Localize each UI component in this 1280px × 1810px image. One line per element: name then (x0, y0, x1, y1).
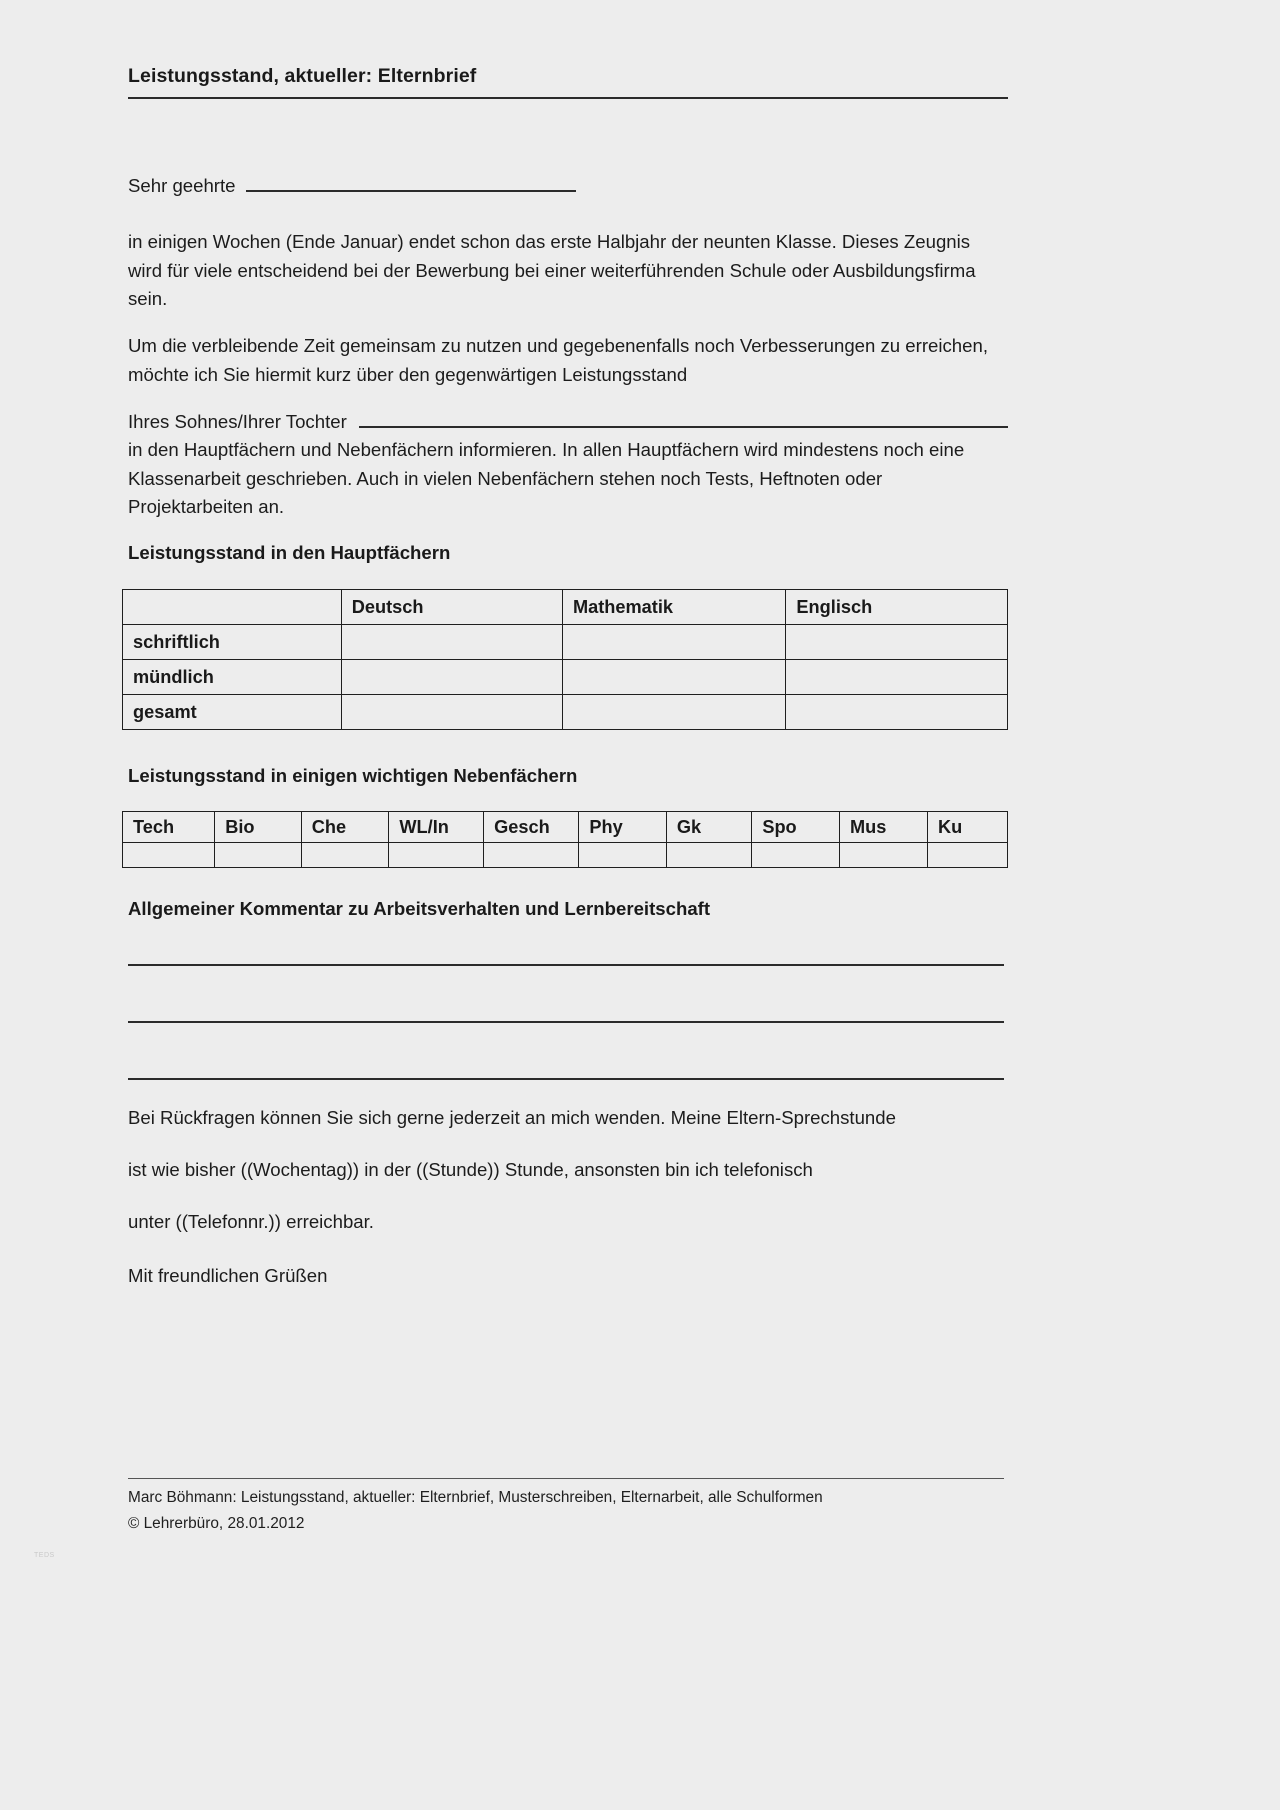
document-header (128, 66, 1008, 99)
cell-schriftlich-deutsch[interactable] (341, 625, 562, 660)
row-label-gesamt: gesamt (123, 695, 342, 730)
corner-watermark: TEDS (34, 1552, 55, 1559)
child-name-label: Ihres Sohnes/Ihrer Tochter (128, 411, 347, 432)
minor-subjects-table (122, 811, 1008, 868)
header-cell-bio: Bio (215, 812, 302, 843)
header-cell-gesch: Gesch (484, 812, 579, 843)
cell-mus[interactable] (839, 843, 927, 868)
table-row (123, 660, 1008, 695)
table-header-row (123, 590, 1008, 625)
header-cell-tech: Tech (123, 812, 215, 843)
cell-spo[interactable] (752, 843, 840, 868)
comment-blank-line-3[interactable] (128, 1078, 1004, 1080)
header-cell-mathematik: Mathematik (562, 590, 785, 625)
child-name-row (128, 408, 1008, 436)
header-cell-gk: Gk (666, 812, 751, 843)
header-cell-blank (123, 590, 342, 625)
cell-schriftlich-mathematik[interactable] (562, 625, 785, 660)
header-cell-englisch: Englisch (786, 590, 1008, 625)
cell-bio[interactable] (215, 843, 302, 868)
cell-gesamt-mathematik[interactable] (562, 695, 785, 730)
minor-subjects-heading: Leistungsstand in einigen wichtigen Nebenfächern (128, 765, 578, 786)
cell-wl-in[interactable] (389, 843, 484, 868)
footer-copyright: © Lehrerbüro, 28.01.2012 (128, 1515, 305, 1532)
header-cell-mus: Mus (839, 812, 927, 843)
purpose-paragraph: Um die verbleibende Zeit gemeinsam zu nutzen und gegebenenfalls noch Verbesserungen zu erreichen, möchte ich Sie hiermit kurz über den gegenwärtigen Leistungsstand (128, 335, 988, 385)
cell-che[interactable] (301, 843, 389, 868)
cell-muendlich-englisch[interactable] (786, 660, 1008, 695)
comment-section-heading: Allgemeiner Kommentar zu Arbeitsverhalten und Lernbereitschaft (128, 898, 711, 919)
header-cell-phy: Phy (579, 812, 666, 843)
cell-tech[interactable] (123, 843, 215, 868)
cell-muendlich-deutsch[interactable] (341, 660, 562, 695)
table-row (123, 695, 1008, 730)
header-cell-spo: Spo (752, 812, 840, 843)
cell-gesch[interactable] (484, 843, 579, 868)
header-cell-che: Che (301, 812, 389, 843)
main-subjects-table (122, 589, 1008, 730)
salutation-row (128, 172, 576, 200)
closing-line-1: Bei Rückfragen können Sie sich gerne jederzeit an mich wenden. Meine Eltern-Sprechstunde (128, 1107, 896, 1128)
header-cell-wl-in: WL/In (389, 812, 484, 843)
salutation-blank-field[interactable] (246, 176, 576, 192)
table-row (123, 843, 1008, 868)
comment-blank-line-2[interactable] (128, 1021, 1004, 1023)
cell-gk[interactable] (666, 843, 751, 868)
main-subjects-heading: Leistungsstand in den Hauptfächern (128, 542, 451, 563)
child-name-blank-field[interactable] (359, 413, 1008, 428)
document-title: Leistungsstand, aktueller: Elternbrief (128, 65, 477, 87)
closing-greeting: Mit freundlichen Grüßen (128, 1265, 328, 1286)
header-cell-deutsch: Deutsch (341, 590, 562, 625)
subjects-info-paragraph: in den Hauptfächern und Nebenfächern informieren. In allen Hauptfächern wird mindestens noch eine Klassenarbeit geschrieben. Auch in vielen Nebenfächern stehen noch Tests, Heftnoten oder Projektarbeiten an. (128, 439, 965, 518)
cell-muendlich-mathematik[interactable] (562, 660, 785, 695)
closing-line-3: unter ((Telefonnr.)) erreichbar. (128, 1211, 374, 1232)
salutation-label: Sehr geehrte (128, 175, 236, 196)
cell-gesamt-deutsch[interactable] (341, 695, 562, 730)
row-label-muendlich: mündlich (123, 660, 342, 695)
comment-blank-line-1[interactable] (128, 964, 1004, 966)
cell-schriftlich-englisch[interactable] (786, 625, 1008, 660)
cell-gesamt-englisch[interactable] (786, 695, 1008, 730)
table-header-row (123, 812, 1008, 843)
intro-paragraph: in einigen Wochen (Ende Januar) endet schon das erste Halbjahr der neunten Klasse. Dieses Zeugnis wird für viele entscheidend bei der Bewerbung bei einer weiterführenden Schule oder Ausbildungsfirma sein. (128, 231, 976, 310)
row-label-schriftlich: schriftlich (123, 625, 342, 660)
closing-line-2: ist wie bisher ((Wochentag)) in der ((Stunde)) Stunde, ansonsten bin ich telefonisch (128, 1159, 813, 1180)
cell-ku[interactable] (927, 843, 1007, 868)
footer-divider (128, 1478, 1004, 1479)
cell-phy[interactable] (579, 843, 666, 868)
header-cell-ku: Ku (927, 812, 1007, 843)
table-row (123, 625, 1008, 660)
header-divider (128, 97, 1008, 99)
footer-attribution: Marc Böhmann: Leistungsstand, aktueller: Elternbrief, Musterschreiben, Elternarbeit, alle Schulformen (128, 1489, 823, 1506)
